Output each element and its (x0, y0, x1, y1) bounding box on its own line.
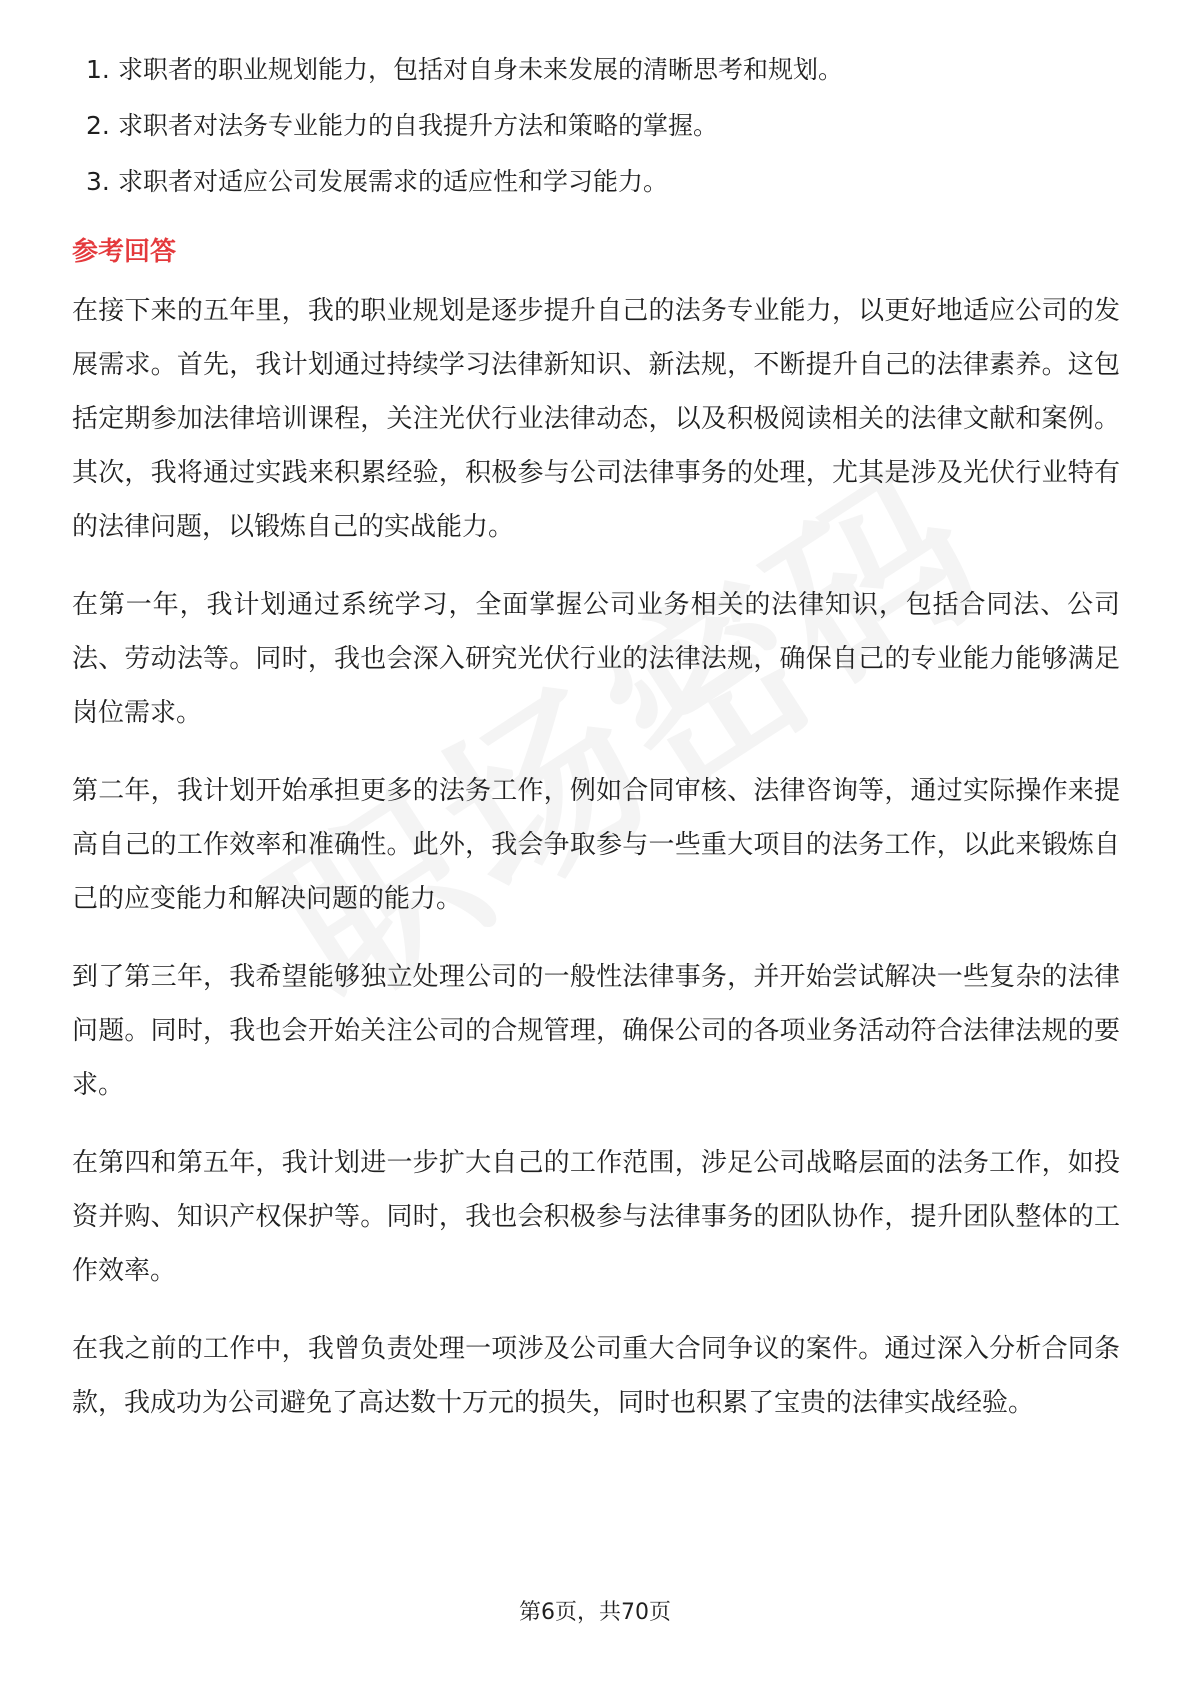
paragraph-plan-overview: 在接下来的五年里，我的职业规划是逐步提升自己的法务专业能力，以更好地适应公司的发展需求。首先，我计划通过持续学习法律新知识、新法规，不断提升自己的法律素养。这包括定期参加法律培训课程，关注光伏行业法律动态，以及积极阅读相关的法律文献和案例。其次，我将通过实践来积累经验，积极参与公司法律事务的处理，尤其是涉及光伏行业特有的法律问题，以锻炼自己的实战能力。 (72, 296, 1120, 542)
paragraph-past-experience: 在我之前的工作中，我曾负责处理一项涉及公司重大合同争议的案件。通过深入分析合同条款，我成功为公司避免了高达数十万元的损失，同时也积累了宝贵的法律实战经验。 (72, 1334, 1120, 1418)
list-item (86, 154, 1126, 210)
paragraph-year-three: 到了第三年，我希望能够独立处理公司的一般性法律事务，并开始尝试解决一些复杂的法律问题。同时，我也会开始关注公司的合规管理，确保公司的各项业务活动符合法律法规的要求。 (72, 962, 1120, 1100)
list-item-number: 2. (86, 111, 110, 140)
list-item-number: 3. (86, 167, 110, 196)
paragraph-year-two: 第二年，我计划开始承担更多的法务工作，例如合同审核、法律咨询等，通过实际操作来提高自己的工作效率和准确性。此外，我会争取参与一些重大项目的法务工作，以此来锻炼自己的应变能力和解决问题的能力。 (72, 776, 1120, 914)
list-item-text: 求职者对适应公司发展需求的适应性和学习能力。 (118, 167, 669, 196)
list-item-text: 求职者的职业规划能力，包括对自身未来发展的清晰思考和规划。 (118, 55, 844, 84)
criteria-list (86, 42, 1126, 210)
list-item (86, 42, 1126, 98)
page-number: 第6页，共70页 (519, 1600, 671, 1625)
paragraph-year-four-five: 在第四和第五年，我计划进一步扩大自己的工作范围，涉足公司战略层面的法务工作，如投资并购、知识产权保护等。同时，我也会积极参与法律事务的团队协作，提升团队整体的工作效率。 (72, 1148, 1120, 1286)
paragraph-year-one: 在第一年，我计划通过系统学习，全面掌握公司业务相关的法律知识，包括合同法、公司法、劳动法等。同时，我也会深入研究光伏行业的法律法规，确保自己的专业能力能够满足岗位需求。 (72, 590, 1120, 728)
list-item-number: 1. (86, 55, 110, 84)
list-item-text: 求职者对法务专业能力的自我提升方法和策略的掌握。 (118, 111, 719, 140)
section-heading: 参考回答 (72, 237, 177, 267)
list-item (86, 98, 1126, 154)
